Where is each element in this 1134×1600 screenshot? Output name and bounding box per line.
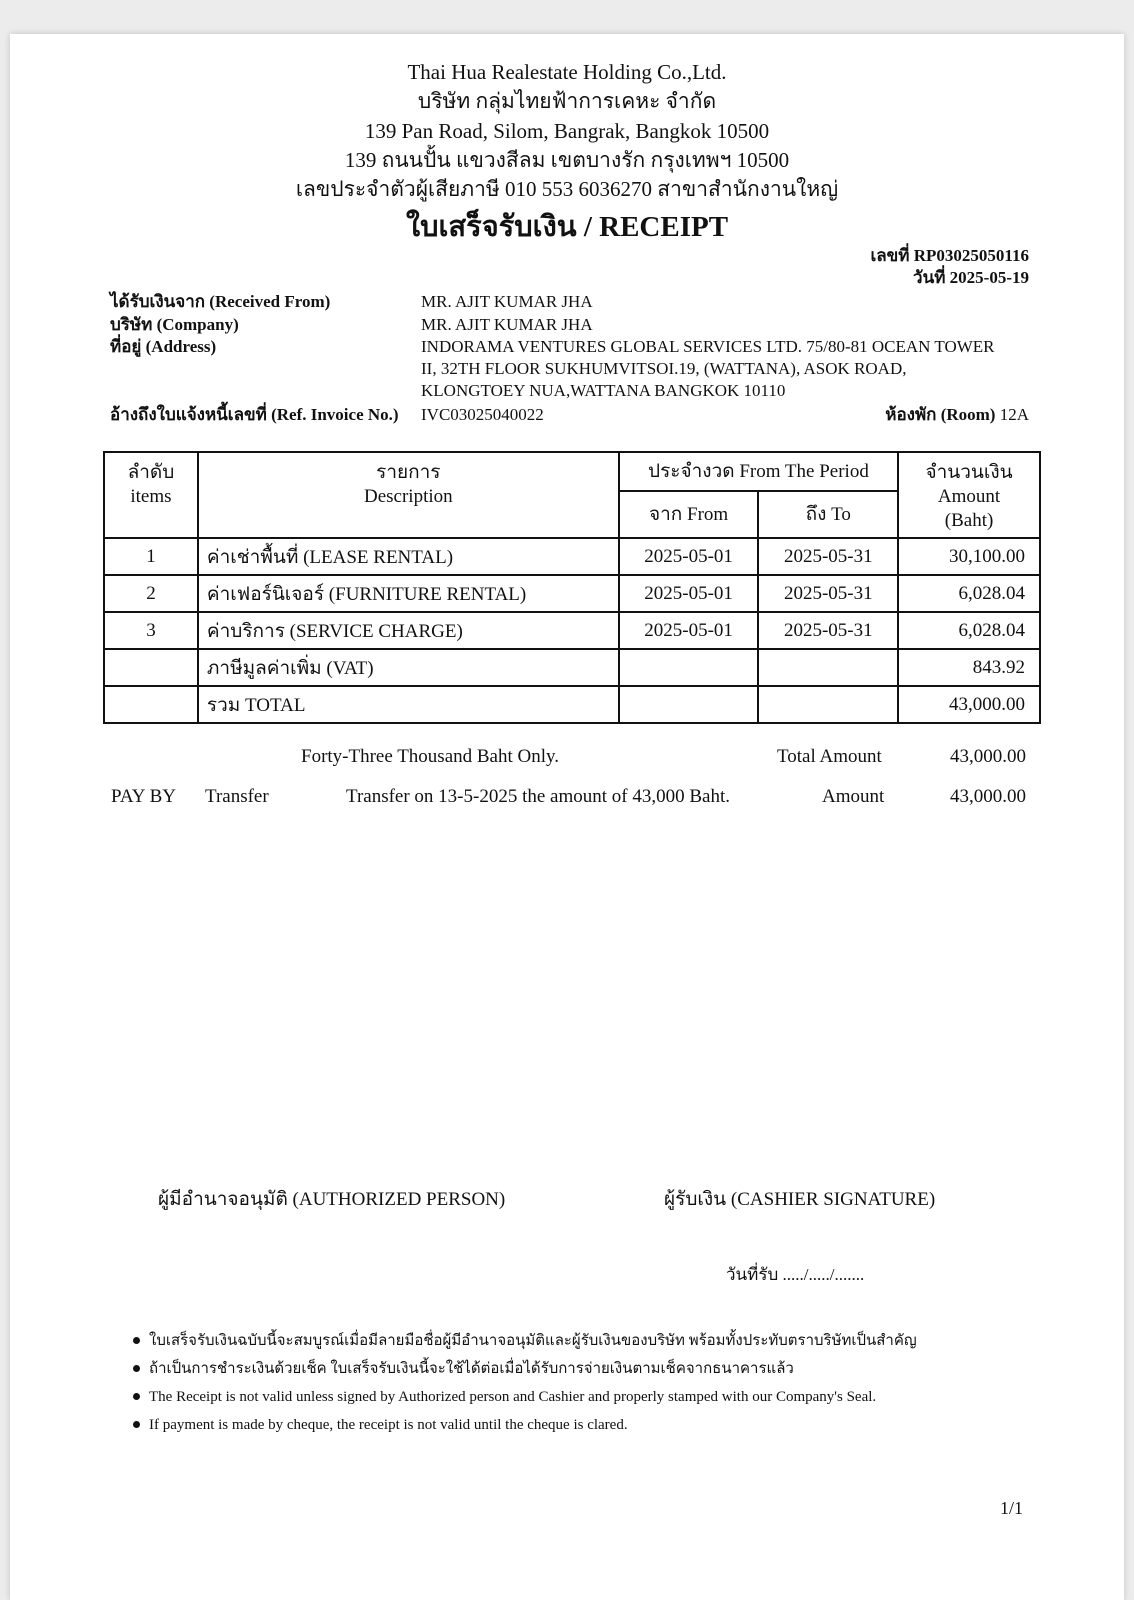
note-text: ใบเสร็จรับเงินฉบับนี้จะสมบูรณ์เมื่อมีลายมือชื่อผู้มีอำนาจอนุมัติและผู้รับเงินของบริษัท พร้อมทั้งประทับตราบริษัทเป็นสำคัญ bbox=[149, 1333, 917, 1349]
total-amount-value: 43,000.00 bbox=[950, 746, 1026, 767]
ref-invoice-value: IVC03025040022 bbox=[421, 405, 544, 424]
row-amount: 43,000.00 bbox=[898, 686, 1040, 723]
header-items bbox=[104, 452, 198, 538]
row-description: ค่าเช่าพื้นที่ (LEASE RENTAL) bbox=[198, 538, 619, 575]
header-desc-th: รายการ bbox=[376, 462, 441, 483]
amount-in-words: Forty-Three Thousand Baht Only. bbox=[301, 746, 560, 767]
row-amount: 6,028.04 bbox=[898, 575, 1040, 612]
bullet-icon bbox=[133, 1337, 140, 1344]
row-from: 2025-05-01 bbox=[619, 575, 759, 612]
note-text: If payment is made by cheque, the receipt is not valid until the cheque is clared. bbox=[149, 1417, 628, 1433]
note-item bbox=[133, 1411, 628, 1439]
table-row bbox=[104, 649, 1040, 686]
company-address-th: 139 ถนนปั้น แขวงสีลม เขตบางรัก กรุงเทพฯ 10500 bbox=[344, 148, 790, 172]
cashier-signature-label: ผู้รับเงิน (CASHIER SIGNATURE) bbox=[664, 1189, 936, 1210]
row-description: ค่าบริการ (SERVICE CHARGE) bbox=[198, 612, 619, 649]
received-from-label: ได้รับเงินจาก (Received From) bbox=[110, 292, 331, 311]
row-description: ค่าเฟอร์นิเจอร์ (FURNITURE RENTAL) bbox=[198, 575, 619, 612]
row-to bbox=[758, 649, 898, 686]
row-from bbox=[619, 649, 759, 686]
header-from: จาก From bbox=[619, 491, 759, 538]
bullet-icon bbox=[133, 1421, 140, 1428]
room bbox=[885, 404, 1029, 426]
room-label: ห้องพัก (Room) bbox=[885, 405, 996, 424]
header-items-th: ลำดับ bbox=[127, 462, 175, 483]
company-address-en: 139 Pan Road, Silom, Bangrak, Bangkok 10500 bbox=[364, 119, 770, 143]
row-amount: 6,028.04 bbox=[898, 612, 1040, 649]
company-tax-id: เลขประจำตัวผู้เสียภาษี 010 553 6036270 สาขาสำนักงานใหญ่ bbox=[295, 177, 839, 201]
pay-method: Transfer bbox=[205, 786, 269, 807]
row-description: รวม TOTAL bbox=[198, 686, 619, 723]
row-amount: 30,100.00 bbox=[898, 538, 1040, 575]
header-period: ประจำงวด From The Period bbox=[619, 452, 898, 491]
address-label: ที่อยู่ (Address) bbox=[110, 337, 217, 356]
header-description bbox=[198, 452, 619, 538]
row-no: 3 bbox=[104, 612, 198, 649]
header-items-en: items bbox=[130, 486, 172, 507]
header-amount bbox=[898, 452, 1040, 538]
note-text: ถ้าเป็นการชำระเงินด้วยเช็ค ใบเสร็จรับเงินนี้จะใช้ได้ต่อเมื่อได้รับการจ่ายเงินตามเช็คจากธนาคารแล้ว bbox=[149, 1361, 794, 1377]
row-from bbox=[619, 686, 759, 723]
table-row bbox=[104, 612, 1040, 649]
amount-label: Amount bbox=[822, 786, 885, 807]
table-row bbox=[104, 575, 1040, 612]
row-no: 1 bbox=[104, 538, 198, 575]
items-table bbox=[103, 451, 1041, 724]
doc-number-value: RP03025050116 bbox=[913, 246, 1029, 265]
header-to: ถึง To bbox=[758, 491, 898, 538]
note-item bbox=[133, 1327, 917, 1355]
row-from: 2025-05-01 bbox=[619, 538, 759, 575]
row-to: 2025-05-31 bbox=[758, 538, 898, 575]
doc-date-value: 2025-05-19 bbox=[949, 268, 1029, 287]
address-line: II, 32TH FLOOR SUKHUMVITSOI.19, (WATTANA), ASOK ROAD, bbox=[421, 359, 907, 378]
row-description: ภาษีมูลค่าเพิ่ม (VAT) bbox=[198, 649, 619, 686]
doc-date bbox=[913, 267, 1029, 289]
pay-note: Transfer on 13-5-2025 the amount of 43,000 Baht. bbox=[346, 786, 730, 807]
page-title: ใบเสร็จรับเงิน / RECEIPT bbox=[405, 211, 729, 243]
note-item bbox=[133, 1383, 876, 1411]
authorized-person-label: ผู้มีอำนาจอนุมัติ (AUTHORIZED PERSON) bbox=[158, 1189, 506, 1210]
table-header-row bbox=[104, 452, 1040, 491]
pay-by-label: PAY BY bbox=[111, 786, 176, 807]
note-text: The Receipt is not valid unless signed by Authorized person and Cashier and properly stamped with our Company's Seal. bbox=[149, 1389, 877, 1405]
total-amount-label: Total Amount bbox=[777, 746, 882, 767]
company-value: MR. AJIT KUMAR JHA bbox=[421, 315, 593, 334]
bullet-icon bbox=[133, 1365, 140, 1372]
doc-date-label: วันที่ bbox=[913, 268, 946, 287]
header-amount-th: จำนวนเงิน bbox=[925, 462, 1013, 483]
row-to: 2025-05-31 bbox=[758, 575, 898, 612]
table-row-total bbox=[104, 686, 1040, 723]
received-from-value: MR. AJIT KUMAR JHA bbox=[421, 292, 593, 311]
company-name-en: Thai Hua Realestate Holding Co.,Ltd. bbox=[407, 60, 727, 84]
row-to bbox=[758, 686, 898, 723]
row-amount: 843.92 bbox=[898, 649, 1040, 686]
table-row bbox=[104, 538, 1040, 575]
note-item bbox=[133, 1355, 794, 1383]
address-line: KLONGTOEY NUA,WATTANA BANGKOK 10110 bbox=[421, 381, 786, 400]
header-amount-en: Amount bbox=[937, 486, 1001, 507]
doc-number bbox=[870, 245, 1029, 267]
row-no: 2 bbox=[104, 575, 198, 612]
company-name-th: บริษัท กลุ่มไทยฟ้าการเคหะ จำกัด bbox=[417, 89, 717, 113]
page-number: 1/1 bbox=[1000, 1498, 1024, 1518]
header-amount-unit: (Baht) bbox=[944, 510, 994, 531]
row-no bbox=[104, 649, 198, 686]
row-no bbox=[104, 686, 198, 723]
doc-number-label: เลขที่ bbox=[870, 246, 910, 265]
bullet-icon bbox=[133, 1393, 140, 1400]
ref-invoice-label: อ้างถึงใบแจ้งหนี้เลขที่ (Ref. Invoice No.) bbox=[110, 405, 399, 424]
header-desc-en: Description bbox=[363, 486, 453, 507]
company-label: บริษัท (Company) bbox=[110, 315, 239, 334]
row-from: 2025-05-01 bbox=[619, 612, 759, 649]
room-value: 12A bbox=[999, 405, 1029, 424]
amount-value: 43,000.00 bbox=[950, 786, 1026, 807]
row-to: 2025-05-31 bbox=[758, 612, 898, 649]
received-date: วันที่รับ ...../...../....... bbox=[726, 1265, 865, 1284]
address-line: INDORAMA VENTURES GLOBAL SERVICES LTD. 75/80-81 OCEAN TOWER bbox=[421, 337, 995, 356]
